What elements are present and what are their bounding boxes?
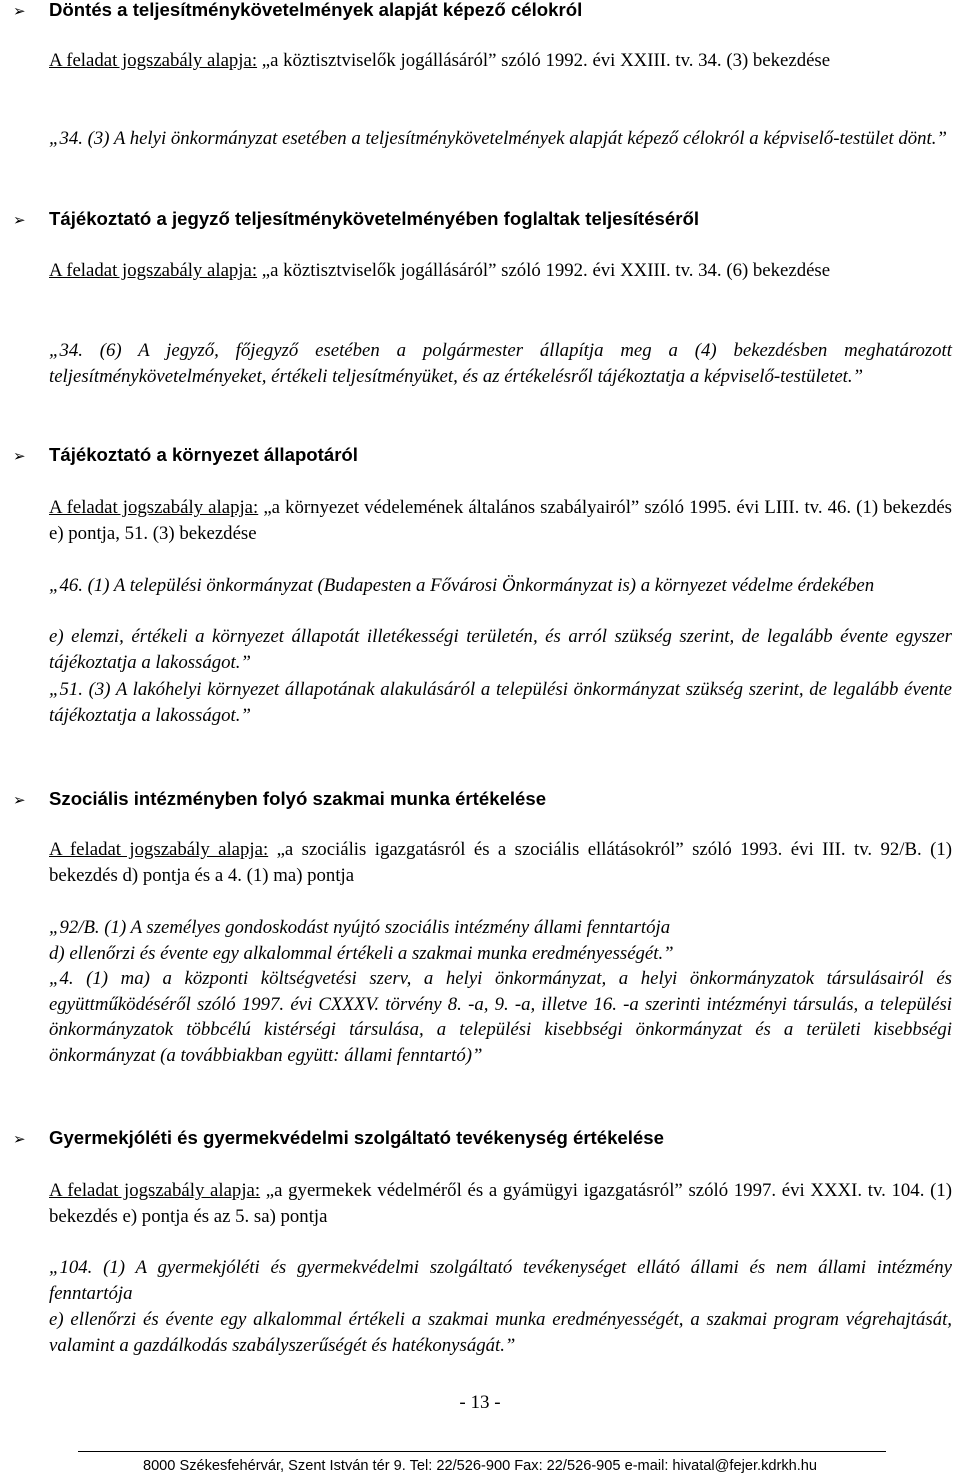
- legal-quote: „46. (1) A települési önkormányzat (Budapesten a Fővárosi Önkormányzat is) a környezet védelme érdekében: [49, 575, 875, 596]
- legal-quote: e) elemzi, értékeli a környezet állapotát illetékességi területén, és arról szükség szerint, de legalább évente egyszer tájékoztatja a lakosságot.”: [49, 626, 952, 673]
- legal-quote: „92/B. (1) A személyes gondoskodást nyújtó szociális intézmény állami fenntartója: [49, 917, 671, 938]
- arrow-bullet-icon: ➢: [13, 447, 26, 465]
- legal-quote: „104. (1) A gyermekjóléti és gyermekvédelmi szolgáltató tevékenységet ellátó állami és nem állami intézmény fenntartója: [49, 1257, 952, 1304]
- section-heading: ➢ Gyermekjóléti és gyermekvédelmi szolgáltató tevékenység értékelése: [13, 1125, 664, 1152]
- arrow-bullet-icon: ➢: [13, 791, 26, 809]
- legal-basis: A feladat jogszabály alapja: „a köztisztviselők jogállásáról” szóló 1992. évi XXIII. tv. 34. (3) bekezdése: [49, 50, 831, 71]
- legal-basis: A feladat jogszabály alapja: „a köztisztviselők jogállásáról” szóló 1992. évi XXIII. tv. 34. (6) bekezdése: [49, 260, 831, 281]
- legal-quote: „51. (3) A lakóhelyi környezet állapotának alakulásáról a települési önkormányzat szükség szerint, de legalább évente tájékoztatja a lakosságot.”: [49, 679, 952, 726]
- legal-quote: d) ellenőrzi és évente egy alkalommal értékeli a szakmai munka eredményességét.”: [49, 943, 674, 964]
- page-number: - 13 -: [459, 1392, 501, 1413]
- footer-address: 8000 Székesfehérvár, Szent István tér 9. Tel: 22/526-900 Fax: 22/526-905 e-mail: hivatal@fejer.kdrkh.hu: [142, 1458, 818, 1474]
- section-heading: ➢ Tájékoztató a jegyző teljesítménykövetelményében foglaltak teljesítéséről: [13, 206, 699, 233]
- legal-quote: „4. (1) ma) a központi költségvetési szerv, a helyi önkormányzat, a helyi önkormányzatok társulásairól és együttműködéséről szóló 1997. évi CXXXV. törvény 8. -a, 9. -a, illetve 16. -a szerinti intézményi társulás, a települési önkormányzatok többcélú kistérségi társulása, a települési kisebbségi önkormányzat és a területi kisebbségi önkormányzat (a továbbiakban együtt: állami fenntartó)”: [49, 968, 952, 1066]
- footer-divider: [78, 1451, 886, 1452]
- section-heading: ➢ Szociális intézményben folyó szakmai munka értékelése: [13, 786, 546, 813]
- legal-basis: A feladat jogszabály alapja: „a gyermekek védelméről és a gyámügyi igazgatásról” szóló 1997. évi XXXI. tv. 104. (1) bekezdés e) pontja és az 5. sa) pontja: [49, 1180, 952, 1227]
- legal-quote: „34. (3) A helyi önkormányzat esetében a teljesítménykövetelmények alapját képező célokról a képviselő-testület dönt.”: [49, 128, 947, 149]
- legal-quote: e) ellenőrzi és évente egy alkalommal értékeli a szakmai munka eredményességét, a szakmai program végrehajtását, valamint a gazdálkodás szabályszerűségét és hatékonyságát.”: [49, 1309, 952, 1356]
- legal-basis: A feladat jogszabály alapja: „a környezet védelemének általános szabályairól” szóló 1995. évi LIII. tv. 46. (1) bekezdés e) pontja, 51. (3) bekezdése: [49, 497, 952, 544]
- arrow-bullet-icon: ➢: [13, 1130, 26, 1148]
- arrow-bullet-icon: ➢: [13, 211, 26, 229]
- arrow-bullet-icon: ➢: [13, 2, 26, 20]
- section-heading: ➢ Döntés a teljesítménykövetelmények alapját képező célokról: [13, 0, 582, 24]
- legal-quote: „34. (6) A jegyző, főjegyző esetében a polgármester állapítja meg a (4) bekezdésben meghatározott teljesítménykövetelményeket, értékeli teljesítményüket, és az értékelésről tájékoztatja a képviselő-testületet.”: [49, 340, 952, 387]
- legal-basis: A feladat jogszabály alapja: „a szociális igazgatásról és a szociális ellátásokról” szóló 1993. évi III. tv. 92/B. (1) bekezdés d) pontja és a 4. (1) ma) pontja: [49, 839, 952, 886]
- section-heading: ➢ Tájékoztató a környezet állapotáról: [13, 442, 358, 469]
